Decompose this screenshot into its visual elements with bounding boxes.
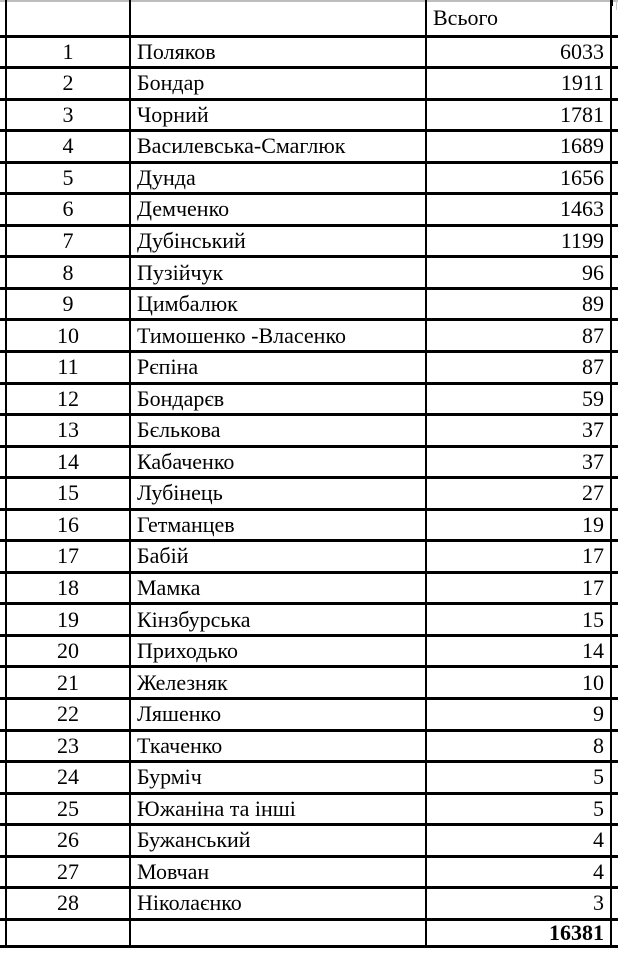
name-cell: Лубінець (130, 478, 426, 510)
right-sliver-cell (611, 162, 618, 194)
table-row (0, 793, 618, 825)
right-sliver-cell (611, 888, 618, 920)
value-cell: 6033 (426, 36, 611, 68)
name-cell: Рєпіна (130, 351, 426, 383)
right-sliver-cell (611, 793, 618, 825)
right-sliver-cell (611, 351, 618, 383)
total-row (0, 919, 618, 946)
rank-cell: 1 (6, 36, 130, 68)
right-sliver-cell (611, 730, 618, 762)
name-cell: Мамка (130, 572, 426, 604)
right-sliver-cell (611, 288, 618, 320)
value-cell: 9 (426, 698, 611, 730)
right-sliver-cell (611, 225, 618, 257)
rank-cell: 22 (6, 698, 130, 730)
right-sliver-cell (611, 415, 618, 447)
name-cell: Мовчан (130, 856, 426, 888)
name-cell: Тимошенко -Власенко (130, 320, 426, 352)
right-sliver-cell (611, 194, 618, 226)
value-cell: 1656 (426, 162, 611, 194)
right-sliver-cell (611, 541, 618, 573)
value-cell: 4 (426, 856, 611, 888)
value-cell: 4 (426, 825, 611, 857)
rank-cell: 15 (6, 478, 130, 510)
table-row (0, 572, 618, 604)
grid-edge-remnant (616, 0, 617, 10)
value-cell: 5 (426, 762, 611, 794)
value-cell: 3 (426, 888, 611, 920)
name-cell: Южаніна та інші (130, 793, 426, 825)
rank-cell: 20 (6, 635, 130, 667)
rank-cell: 14 (6, 446, 130, 478)
rank-cell: 27 (6, 856, 130, 888)
right-sliver-cell (611, 825, 618, 857)
rank-cell: 11 (6, 351, 130, 383)
name-cell: Бєлькова (130, 415, 426, 447)
name-cell: Пузійчук (130, 257, 426, 289)
rank-cell: 24 (6, 762, 130, 794)
value-cell: 96 (426, 257, 611, 289)
right-sliver-cell (611, 698, 618, 730)
name-cell: Железняк (130, 667, 426, 699)
name-cell: Бурміч (130, 762, 426, 794)
value-cell: 37 (426, 446, 611, 478)
name-cell: Кінзбурська (130, 604, 426, 636)
name-cell: Демченко (130, 194, 426, 226)
right-sliver-cell (611, 99, 618, 131)
table-row (0, 288, 618, 320)
rank-cell: 19 (6, 604, 130, 636)
table-row (0, 225, 618, 257)
name-cell: Бондар (130, 68, 426, 100)
table-row (0, 762, 618, 794)
total-name-cell (130, 919, 426, 946)
rank-cell: 5 (6, 162, 130, 194)
value-column-header: Всього (426, 1, 611, 36)
name-cell: Ткаченко (130, 730, 426, 762)
value-cell: 17 (426, 541, 611, 573)
right-sliver-cell (611, 320, 618, 352)
right-sliver-cell (611, 762, 618, 794)
value-cell: 17 (426, 572, 611, 604)
table-row (0, 541, 618, 573)
grid-tick (129, 0, 131, 6)
table-row (0, 446, 618, 478)
table-row (0, 99, 618, 131)
name-cell: Чорний (130, 99, 426, 131)
value-cell: 87 (426, 320, 611, 352)
table-row (0, 320, 618, 352)
name-cell: Ляшенко (130, 698, 426, 730)
rank-cell: 12 (6, 383, 130, 415)
table-row (0, 68, 618, 100)
value-cell: 19 (426, 509, 611, 541)
grid-tick (425, 0, 427, 6)
rank-cell: 17 (6, 541, 130, 573)
value-cell: 89 (426, 288, 611, 320)
table-row (0, 194, 618, 226)
right-sliver-cell (611, 667, 618, 699)
table-row (0, 257, 618, 289)
rank-cell: 18 (6, 572, 130, 604)
name-cell: Ніколаєнко (130, 888, 426, 920)
right-sliver-cell (611, 131, 618, 163)
table-row (0, 825, 618, 857)
table-row (0, 36, 618, 68)
grid-tick (611, 0, 613, 6)
value-cell: 59 (426, 383, 611, 415)
rank-cell: 2 (6, 68, 130, 100)
name-cell: Василевська-Смаглюк (130, 131, 426, 163)
name-cell: Цимбалюк (130, 288, 426, 320)
right-sliver-cell (611, 919, 618, 946)
right-sliver-cell (611, 572, 618, 604)
right-sliver-cell (611, 257, 618, 289)
table-row (0, 698, 618, 730)
table-row (0, 131, 618, 163)
name-cell: Дунда (130, 162, 426, 194)
name-column-header (130, 1, 426, 36)
table-row (0, 509, 618, 541)
rank-cell: 28 (6, 888, 130, 920)
rank-cell: 25 (6, 793, 130, 825)
rank-column-header (6, 1, 130, 36)
value-cell: 87 (426, 351, 611, 383)
name-cell: Бондарєв (130, 383, 426, 415)
table-row (0, 856, 618, 888)
rank-cell: 13 (6, 415, 130, 447)
total-rank-cell (6, 919, 130, 946)
table-row (0, 478, 618, 510)
value-cell: 1911 (426, 68, 611, 100)
right-sliver-cell (611, 509, 618, 541)
name-cell: Приходько (130, 635, 426, 667)
rank-cell: 7 (6, 225, 130, 257)
value-cell: 5 (426, 793, 611, 825)
total-value-cell: 16381 (426, 919, 611, 946)
table-row (0, 162, 618, 194)
name-cell: Бабій (130, 541, 426, 573)
name-cell: Гетманцев (130, 509, 426, 541)
rank-cell: 16 (6, 509, 130, 541)
value-cell: 1689 (426, 131, 611, 163)
value-cell: 27 (426, 478, 611, 510)
rank-cell: 23 (6, 730, 130, 762)
name-cell: Дубінський (130, 225, 426, 257)
name-cell: Кабаченко (130, 446, 426, 478)
right-sliver-cell (611, 68, 618, 100)
table-row (0, 604, 618, 636)
rank-cell: 3 (6, 99, 130, 131)
table-row (0, 351, 618, 383)
value-cell: 1199 (426, 225, 611, 257)
right-sliver-cell (611, 36, 618, 68)
rank-cell: 4 (6, 131, 130, 163)
table-row (0, 667, 618, 699)
name-cell: Бужанський (130, 825, 426, 857)
table-row (0, 383, 618, 415)
rank-cell: 6 (6, 194, 130, 226)
right-sliver-cell (611, 478, 618, 510)
table-row (0, 635, 618, 667)
rank-cell: 8 (6, 257, 130, 289)
value-cell: 8 (426, 730, 611, 762)
right-sliver-cell (611, 604, 618, 636)
table-row (0, 415, 618, 447)
right-sliver-cell (611, 446, 618, 478)
name-cell: Поляков (130, 36, 426, 68)
rank-cell: 26 (6, 825, 130, 857)
rank-cell: 9 (6, 288, 130, 320)
rank-cell: 10 (6, 320, 130, 352)
value-cell: 1463 (426, 194, 611, 226)
rank-cell: 21 (6, 667, 130, 699)
right-sliver-cell (611, 383, 618, 415)
value-cell: 1781 (426, 99, 611, 131)
header-row (0, 1, 618, 36)
right-sliver-cell (611, 856, 618, 888)
right-sliver-cell (611, 635, 618, 667)
value-cell: 37 (426, 415, 611, 447)
value-cell: 15 (426, 604, 611, 636)
value-cell: 14 (426, 635, 611, 667)
value-cell: 10 (426, 667, 611, 699)
table-row (0, 888, 618, 920)
table-row (0, 730, 618, 762)
